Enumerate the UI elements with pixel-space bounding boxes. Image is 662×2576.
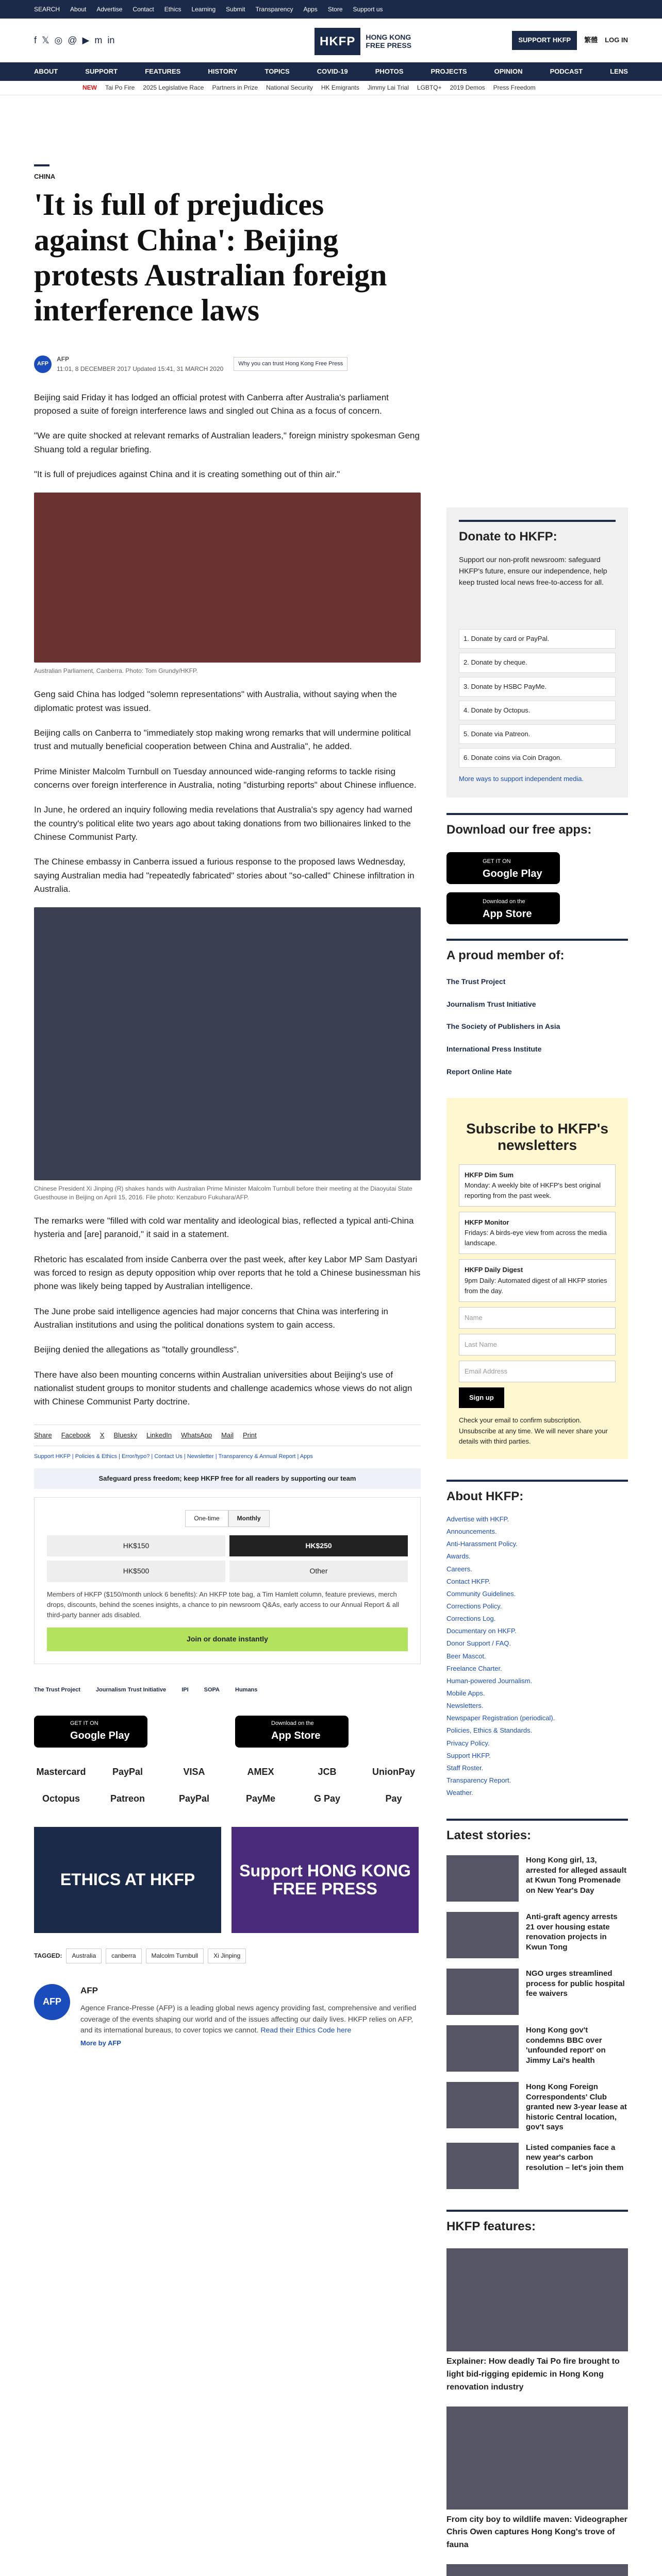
trending-link[interactable]: Press Freedom — [493, 84, 536, 92]
author-avatar[interactable]: AFP — [34, 355, 52, 373]
member-logo[interactable]: Report Online Hate — [446, 1067, 512, 1076]
mastodon-icon[interactable]: m — [94, 35, 103, 45]
apps-title: Download our free apps: — [446, 813, 628, 839]
newsletter-name: HKFP Monitor — [465, 1218, 509, 1227]
linkedin-icon[interactable]: in — [107, 35, 115, 45]
paragraph: Beijing calls on Canberra to "immediately stop making wrong remarks that will undermine political trust and mutually beneficial cooperation between China and Australia", he added. — [34, 727, 411, 752]
support-button[interactable]: SUPPORT HKFP — [512, 31, 577, 49]
gp-big: Google Play — [70, 1730, 130, 1742]
partner-logo[interactable]: IPI — [181, 1686, 189, 1693]
confirm-text: Check your email to confirm subscription. Unsubscribe at any time. We will never share your details with third parties. — [459, 1416, 608, 1445]
latest-title: Latest stories: — [446, 1819, 628, 1845]
payment-logo: VISA — [183, 1767, 205, 1777]
social-icons — [34, 33, 114, 48]
footer-links[interactable]: Support HKFP | Policies & Ethics | Error/typo? | Contact Us | Newsletter | Transparency & Annual Report | Apps — [34, 1453, 313, 1460]
share-link[interactable]: WhatsApp — [181, 1431, 212, 1439]
gp-small: GET IT ON — [70, 1720, 98, 1727]
author-avatar[interactable]: AFP — [34, 1984, 70, 2020]
feature-thumbnail[interactable] — [446, 2248, 628, 2351]
paragraph: Beijing denied the allegations as "totally groundless". — [34, 1345, 239, 1355]
sidebar-google-play[interactable] — [446, 852, 560, 884]
about-link[interactable]: Newspaper Registration (periodical). — [446, 1714, 555, 1722]
parliament-image — [34, 493, 421, 663]
safeguard-banner[interactable]: Safeguard press freedom; keep HKFP free for all readers by supporting our team — [34, 1468, 421, 1489]
nav-item[interactable]: PROJECTS — [431, 67, 467, 75]
ethics-link[interactable]: Read their Ethics Code here — [260, 2026, 352, 2035]
feature-title[interactable]: Explainer: How deadly Tai Po fire brought to light bid-rigging epidemic in Hong Kong renovation industry — [446, 2357, 620, 2392]
donate-title: Donate to HKFP: — [459, 520, 616, 546]
about-link[interactable]: Donor Support / FAQ. — [446, 1639, 511, 1648]
topbar-link[interactable]: Transparency — [255, 5, 293, 13]
paragraph: Beijing said Friday it has lodged an official protest with Canberra after Australia's parliament proposed a suite of foreign interference laws and singled out China as a focus of concern. — [34, 392, 389, 416]
author-box — [34, 1984, 421, 2050]
trending-link[interactable]: Partners in Prize — [212, 84, 258, 92]
donation-box — [34, 1497, 421, 1664]
trending-link[interactable]: HK Emigrants — [321, 84, 359, 92]
newsletter-option[interactable] — [459, 1164, 616, 1207]
logo-box: HKFP — [315, 28, 360, 55]
article-title: 'It is full of prejudices against China': Beijing protests Australian foreign interference laws — [34, 188, 387, 328]
about-link[interactable]: Policies, Ethics & Standards. — [446, 1726, 533, 1735]
story-title[interactable]: Hong Kong gov't condemns BBC over 'unfounded report' on Jimmy Lai's health — [526, 2026, 606, 2065]
about-link[interactable]: Mobile Apps. — [446, 1689, 485, 1698]
author-box-name[interactable]: AFP — [80, 1985, 98, 1995]
about-link[interactable]: Documentary on HKFP. — [446, 1627, 517, 1635]
about-link[interactable]: Transparency Report. — [446, 1776, 511, 1785]
image-caption: Chinese President Xi Jinping (R) shakes hands with Australian Prime Minister Malcolm Turnbull before their meeting at the Diaoyutai State Guesthouse in Beijing on April 15, 2016. File photo: Kenzaburo Fukuhara/AFP. — [34, 1185, 412, 1201]
payment-logo: PayMe — [245, 1793, 276, 1804]
donate-text[interactable]: Support our non-profit newsroom: safeguard HKFP's future, ensure our independence, help keep trusted local news free-to-access for all. — [459, 555, 607, 586]
brand-logo[interactable] — [315, 28, 411, 55]
as-big: App Store — [483, 908, 532, 920]
tag-link[interactable]: Xi Jinping — [208, 1948, 246, 1963]
main-nav — [0, 62, 662, 81]
nav-item[interactable]: LENS — [610, 67, 628, 75]
story-thumbnail — [446, 2082, 519, 2128]
trending-link[interactable]: Jimmy Lai Trial — [367, 84, 409, 92]
about-title: About HKFP: — [446, 1480, 628, 1506]
topbar-link[interactable]: About — [70, 5, 87, 13]
donate-method[interactable]: 6. Donate coins via Coin Dragon. — [459, 748, 616, 768]
newsletter-desc: 9pm Daily: Automated digest of all HKFP stories from the day. — [465, 1276, 607, 1295]
about-link[interactable]: Careers. — [446, 1565, 472, 1573]
newsletter-name: HKFP Dim Sum — [465, 1171, 514, 1179]
member-logo[interactable]: The Trust Project — [446, 977, 506, 986]
name-field[interactable]: Name — [459, 1307, 616, 1329]
partner-logo[interactable]: Humans — [235, 1686, 258, 1693]
paragraph: The Chinese embassy in Canberra issued a furious response to the proposed laws Wednesday, saying Australian media had "repeatedly fabricated" stories about "so-called" Chinese infiltration in Australia. — [34, 857, 415, 894]
instagram-icon[interactable]: ◎ — [54, 35, 63, 45]
latest-story[interactable] — [446, 2025, 628, 2072]
payment-logo: PayPal — [112, 1767, 143, 1777]
latest-story[interactable] — [446, 1855, 628, 1902]
about-link[interactable]: Beer Mascot. — [446, 1652, 486, 1660]
trending-link[interactable]: National Security — [266, 84, 313, 92]
trending-link[interactable]: 2019 Demos — [450, 84, 485, 92]
story-title[interactable]: Listed companies face a new year's carbon resolution – let's join them — [526, 2143, 624, 2172]
paragraph: The remarks were "filled with cold war mentality and ideological bias, reflected a typical anti-China hysteria and [are] paranoid," it said in a statement. — [34, 1215, 414, 1240]
share-label: Share — [34, 1431, 52, 1439]
latest-story[interactable] — [446, 2082, 628, 2132]
payment-logo: AMEX — [247, 1767, 274, 1777]
topbar-link[interactable]: Store — [327, 5, 343, 13]
feature-thumbnail[interactable] — [446, 2406, 628, 2510]
about-link[interactable]: Corrections Policy. — [446, 1602, 502, 1611]
partner-logo[interactable]: Journalism Trust Initiative — [95, 1686, 167, 1693]
handshake-image — [34, 907, 421, 1180]
byline — [34, 349, 421, 380]
share-link[interactable]: X — [100, 1431, 105, 1439]
facebook-icon[interactable]: f — [34, 35, 37, 45]
topbar-link[interactable]: Contact — [133, 5, 154, 13]
payment-logo: JCB — [318, 1767, 337, 1777]
amount-option[interactable]: HK$250 — [229, 1535, 408, 1557]
as-small: Download on the — [483, 898, 525, 905]
story-thumbnail — [446, 2143, 519, 2189]
newsletter-option[interactable] — [459, 1259, 616, 1301]
story-title[interactable]: Hong Kong Foreign Correspondents' Club granted new 3-year lease at historic Central location, gov't says — [526, 2082, 627, 2132]
story-thumbnail — [446, 1855, 519, 1902]
about-link[interactable]: Community Guidelines. — [446, 1589, 516, 1598]
newsletter-desc: Fridays: A birds-eye view from across the media landscape. — [465, 1229, 607, 1247]
about-link[interactable]: Staff Roster. — [446, 1764, 484, 1772]
trending-link[interactable]: Tai Po Fire — [105, 84, 135, 92]
signup-button[interactable]: Sign up — [459, 1387, 504, 1408]
about-link[interactable]: Corrections Log. — [446, 1615, 496, 1623]
story-title[interactable]: Hong Kong girl, 13, arrested for alleged assault at Kwun Tong Promenade on New Year's Day — [526, 1856, 627, 1895]
members-text: Members of HKFP ($150/month unlock 6 benefits): An HKFP tote bag, a Tim Hamlett column, feature previews, merch drops, discounts, behind the scenes insights, a chance to pin newsroom Q&As, early access to our Annual Report & all third-party banner ads disabled. — [47, 1590, 399, 1619]
paragraph: Prime Minister Malcolm Turnbull on Tuesday announced wide-ranging reforms to tackle rising concerns over foreign interference in Australia, noting "disturbing reports" about Chinese influence. — [34, 766, 417, 790]
about-link[interactable]: Advertise with HKFP. — [446, 1515, 509, 1523]
payment-logo: Pay — [385, 1793, 402, 1804]
more-ways-link[interactable]: More ways to support independent media. — [459, 775, 584, 783]
logo-line1: HONG KONG — [366, 33, 411, 42]
topbar-link[interactable]: Advertise — [96, 5, 123, 13]
about-link[interactable]: Human-powered Journalism. — [446, 1676, 533, 1685]
about-link[interactable]: Privacy Policy. — [446, 1739, 490, 1747]
about-link[interactable]: Freelance Charter. — [446, 1664, 502, 1672]
category-kicker[interactable]: CHINA — [34, 164, 49, 182]
payment-logo: UnionPay — [372, 1767, 415, 1777]
about-link[interactable]: Awards. — [446, 1552, 471, 1561]
paragraph: There have also been mounting concerns within Australian universities about Beijing's use of nationalist student groups to monitor students and challenge academics whose views do not align with Chinese Communist Party doctrine. — [34, 1369, 412, 1407]
payment-logos — [34, 1765, 421, 1806]
newsletter-box — [446, 1098, 628, 1459]
language-link[interactable]: 繁體 — [584, 36, 598, 44]
tagged-label: TAGGED: — [34, 1952, 62, 1959]
donate-method[interactable]: 1. Donate by card or PayPal. — [459, 629, 616, 649]
share-link[interactable]: Mail — [221, 1431, 234, 1439]
features-title: HKFP features: — [446, 2210, 628, 2236]
trending-link[interactable]: LGBTQ+ — [417, 84, 442, 92]
nav-item[interactable]: FEATURES — [145, 67, 181, 75]
trust-link[interactable]: Why you can trust Hong Kong Free Press — [234, 357, 347, 371]
amount-option[interactable]: Other — [229, 1561, 408, 1582]
more-by-link[interactable]: More by AFP — [80, 2039, 121, 2047]
member-title: A proud member of: — [446, 939, 628, 965]
topbar-link[interactable]: Apps — [303, 5, 318, 13]
newsletter-desc: Monday: A weekly bite of HKFP's best original reporting from the past week. — [465, 1181, 601, 1199]
tags — [34, 1948, 421, 1963]
google-play-button[interactable] — [34, 1716, 147, 1748]
payment-logo: G Pay — [313, 1793, 341, 1804]
donate-method[interactable]: 4. Donate by Octopus. — [459, 701, 616, 720]
nav-item[interactable]: TOPICS — [264, 67, 290, 75]
share-link[interactable]: LinkedIn — [146, 1431, 172, 1439]
story-title[interactable]: Anti-graft agency arrests 21 over housing estate renovation projects in Kwun Tong — [526, 1912, 618, 1952]
payment-logo: PayPal — [178, 1793, 210, 1804]
about-link[interactable]: Anti-Harassment Policy. — [446, 1540, 518, 1548]
nav-item[interactable]: PHOTOS — [375, 67, 404, 75]
story-thumbnail — [446, 1912, 519, 1958]
newsletter-option[interactable] — [459, 1212, 616, 1254]
latest-story[interactable] — [446, 1912, 628, 1958]
amount-option[interactable]: HK$500 — [47, 1561, 225, 1582]
share-link[interactable]: Print — [242, 1431, 257, 1439]
app-store-button[interactable] — [235, 1716, 349, 1748]
trending-bar — [0, 81, 662, 95]
monthly-tab[interactable]: Monthly — [228, 1510, 270, 1527]
paragraph: "We are quite shocked at relevant remarks of Australian leaders," foreign ministry spokesman Geng Shuang told a regular briefing. — [34, 431, 420, 454]
partner-logo[interactable]: SOPA — [204, 1686, 220, 1693]
nav-item[interactable]: COVID-19 — [317, 67, 348, 75]
about-link[interactable]: Contact HKFP. — [446, 1577, 491, 1585]
topbar-link[interactable]: SEARCH — [34, 5, 60, 13]
article-date: 11:01, 8 DECEMBER 2017 Updated 15:41, 31 MARCH 2020 — [57, 365, 224, 372]
youtube-icon[interactable]: ▶ — [82, 35, 90, 45]
share-bar — [34, 1425, 421, 1446]
tag-link[interactable]: canberra — [106, 1948, 141, 1963]
as-small: Download on the — [271, 1720, 314, 1727]
feature-thumbnail[interactable] — [446, 2564, 628, 2576]
image-caption: Australian Parliament, Canberra. Photo: Tom Grundy/HKFP. — [34, 667, 198, 675]
header — [0, 19, 662, 62]
donate-panel — [446, 507, 628, 798]
story-title[interactable]: NGO urges streamlined process for public hospital fee waivers — [526, 1969, 625, 1998]
email-field[interactable]: Email Address — [459, 1361, 616, 1382]
about-link[interactable]: Announcements. — [446, 1528, 497, 1536]
last-name-field[interactable]: Last Name — [459, 1334, 616, 1355]
ethics-promo[interactable]: ETHICS AT HKFP — [34, 1827, 221, 1933]
newsletter-title: Subscribe to HKFP's newsletters — [466, 1121, 608, 1154]
author-bio: Agence France-Presse (AFP) is a leading global news agency providing fast, comprehensive and verified coverage of the events shaping our world and of the issues affecting our daily lives. HKFP relies on AFP, and its international bureaus, to cover topics we cannot. — [80, 2003, 417, 2035]
about-link[interactable]: Weather. — [446, 1789, 473, 1797]
latest-story[interactable] — [446, 1969, 628, 2015]
member-logo[interactable]: International Press Institute — [446, 1044, 542, 1053]
about-link[interactable]: Support HKFP. — [446, 1751, 491, 1759]
newsletter-name: HKFP Daily Digest — [465, 1266, 523, 1274]
x-icon[interactable]: 𝕏 — [42, 35, 49, 45]
nav-item[interactable]: ABOUT — [34, 67, 58, 75]
article — [34, 95, 421, 2576]
partner-logos — [34, 1680, 421, 1700]
logo-text — [366, 33, 411, 49]
topbar-link[interactable]: Ethics — [164, 5, 181, 13]
amount-option[interactable]: HK$150 — [47, 1535, 225, 1557]
login-link[interactable]: LOG IN — [605, 36, 628, 44]
payment-logo: Patreon — [110, 1793, 145, 1804]
story-thumbnail — [446, 1969, 519, 2015]
gp-big: Google Play — [483, 868, 542, 879]
share-link[interactable]: Bluesky — [113, 1431, 137, 1439]
donate-method[interactable]: 3. Donate by HSBC PayMe. — [459, 677, 616, 697]
latest-story[interactable] — [446, 2143, 628, 2189]
gp-small: GET IT ON — [483, 858, 511, 865]
tag-link[interactable]: Australia — [66, 1948, 102, 1963]
new-label: NEW — [82, 84, 97, 92]
topbar-link[interactable]: Support us — [353, 5, 383, 13]
join-button[interactable]: Join or donate instantly — [47, 1628, 408, 1651]
member-logo[interactable]: Journalism Trust Initiative — [446, 999, 536, 1008]
threads-icon[interactable]: @ — [68, 35, 77, 45]
paragraph: "It is full of prejudices against China and it is creating something out of thin air." — [34, 469, 340, 480]
paragraph: In June, he ordered an inquiry following media revelations that Australia's spy agency had warned the country's political elite two years ago about taking donations from two billionaires linked to the Chinese Communist Party. — [34, 805, 412, 842]
feature-title[interactable]: From city boy to wildlife maven: Videographer Chris Owen captures Hong Kong's trove of fauna — [446, 2515, 627, 2550]
topbar-link[interactable]: Learning — [191, 5, 216, 13]
logo-line2: FREE PRESS — [366, 41, 412, 49]
nav-item[interactable]: OPINION — [494, 67, 523, 75]
payment-logo: Mastercard — [36, 1767, 86, 1777]
author-name[interactable]: AFP — [57, 355, 69, 363]
nav-item[interactable]: HISTORY — [208, 67, 238, 75]
paragraph: Rhetoric has escalated from inside Canberra over the past week, after key Labor MP Sam Dastyari was forced to resign as deputy opposition whip over reports that he told a Chinese businessman his phone was likely being tapped by Australian intelligence. — [34, 1254, 421, 1292]
tag-link[interactable]: Malcolm Turnbull — [146, 1948, 204, 1963]
trending-link[interactable]: 2025 Legislative Race — [143, 84, 204, 92]
member-logo[interactable]: The Society of Publishers in Asia — [446, 1022, 560, 1031]
donate-method[interactable]: 5. Donate via Patreon. — [459, 724, 616, 744]
sidebar — [446, 95, 628, 2576]
top-bar — [0, 0, 662, 19]
paragraph: Geng said China has lodged "solemn representations" with Australia, without saying when the diplomatic protest was issued. — [34, 689, 397, 713]
paragraph: The June probe said intelligence agencies had major concerns that China was interfering in Australian institutions and using the political donations system to gain access. — [34, 1306, 389, 1330]
one-time-tab[interactable]: One-time — [185, 1510, 228, 1527]
support-promo[interactable]: Support HONG KONG FREE PRESS — [231, 1827, 419, 1933]
sidebar-app-store[interactable] — [446, 892, 560, 924]
topbar-link[interactable]: Submit — [226, 5, 245, 13]
share-link[interactable]: Facebook — [61, 1431, 91, 1439]
as-big: App Store — [271, 1730, 321, 1742]
story-thumbnail — [446, 2025, 519, 2072]
nav-item[interactable]: SUPPORT — [85, 67, 118, 75]
about-link[interactable]: Newsletters. — [446, 1702, 484, 1710]
nav-item[interactable]: PODCAST — [550, 67, 583, 75]
partner-logo[interactable]: The Trust Project — [34, 1686, 80, 1693]
payment-logo: Octopus — [42, 1793, 80, 1804]
donate-method[interactable]: 2. Donate by cheque. — [459, 653, 616, 672]
